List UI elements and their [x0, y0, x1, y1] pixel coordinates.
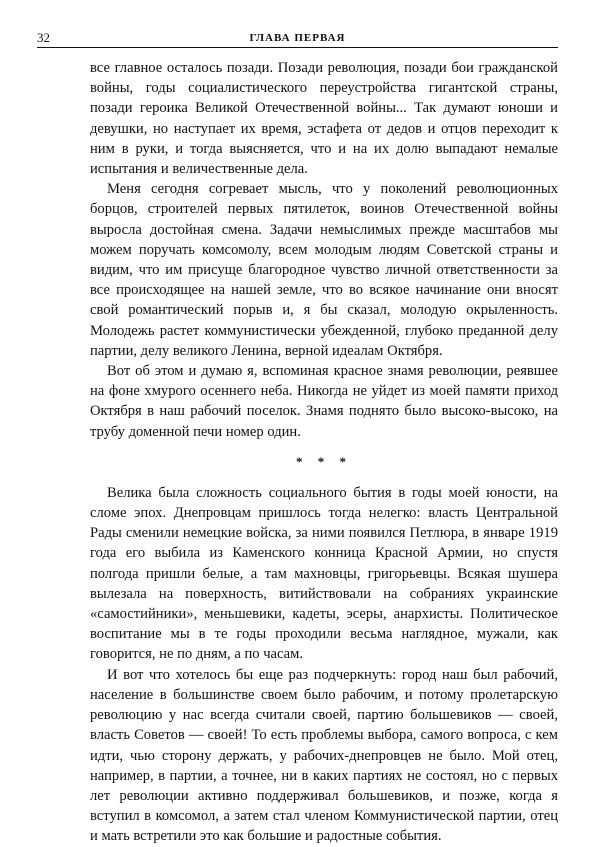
header-rule [37, 47, 558, 48]
running-head [37, 30, 558, 46]
paragraph: Меня сегодня согревает мысль, что у поколений революционных борцов, строителей первых пятилеток, воинов Отечественной войны выросла достойная смена. Задачи немыслимых прежде масштабов мы можем поручать комсомолу, всем молодым людям Советской страны и видим, что им присуще благородное чувство личной ответственности за все происходящее на нашей земле, что во всякое начинание они вносят свой романтический порыв и, я бы сказал, молодую окрыленность. Молодежь растет коммунистически убежденной, глубоко преданной делу партии, делу великого Ленина, верной идеалам Октября. [90, 181, 558, 359]
section-separator: * * * [296, 453, 352, 469]
page-number: 32 [37, 30, 50, 45]
paragraph: И вот что хотелось бы еще раз подчеркнуть: город наш был рабочий, население в большинстве своем было рабочим, и потому пролетарскую революцию у нас всегда считали своей, партию большевиков — своей, власть Советов — своей! То есть проблемы выбора, самого вопроса, с кем идти, чью сторону держать, у рабочих-днепровцев не было. Мой отец, например, в партии, а точнее, ни в каких партиях не состоял, но с первых лет революции активно поддерживал большевиков, и позже, когда я вступил в комсомол, а затем стал членом Коммунистической партии, отец и мать встретили это как большие и радостные события. [90, 666, 558, 845]
paragraph: Вот об этом и думаю я, вспоминая красное знамя революции, реявшее на фоне хмурого осеннего неба. Никогда не уйдет из моей памяти приход Октября в наш рабочий поселок. Знамя поднято было высоко-высоко, на трубу доменной печи номер один. [90, 363, 558, 440]
body-text [90, 58, 558, 847]
paragraph: Велика была сложность социального бытия в годы моей юности, на сломе эпох. Днепровцам пришлось тогда нелегко: власть Центральной Рады сменили немецкие войска, за ними появился Петлюра, в январе 1919 года его выбила из Каменского конница Красной Армии, но спустя полгода пришли белые, а там махновцы, григорьевцы. Всякая шушера вылезала на поверхность, витийствовали на собраниях украинские «самостийники», меньшевики, кадеты, эсеры, анархисты. Политическое воспитание мы в те годы проходили весьма наглядное, мужали, как говорится, не по дням, а по часам. [90, 484, 558, 663]
chapter-title: ГЛАВА ПЕРВАЯ [249, 32, 346, 44]
paragraph-continuation: все главное осталось позади. Позади революция, позади бои гражданской войны, годы социалистического переустройства гигантской страны, позади героика Великой Отечественной войны... Так думают юноши и девушки, но наступает их время, эстафета от дедов и отцов переходит к ним в руки, и тогда выясняется, что и на их долю выпадают немалые испытания и величественные дела. [90, 60, 558, 178]
